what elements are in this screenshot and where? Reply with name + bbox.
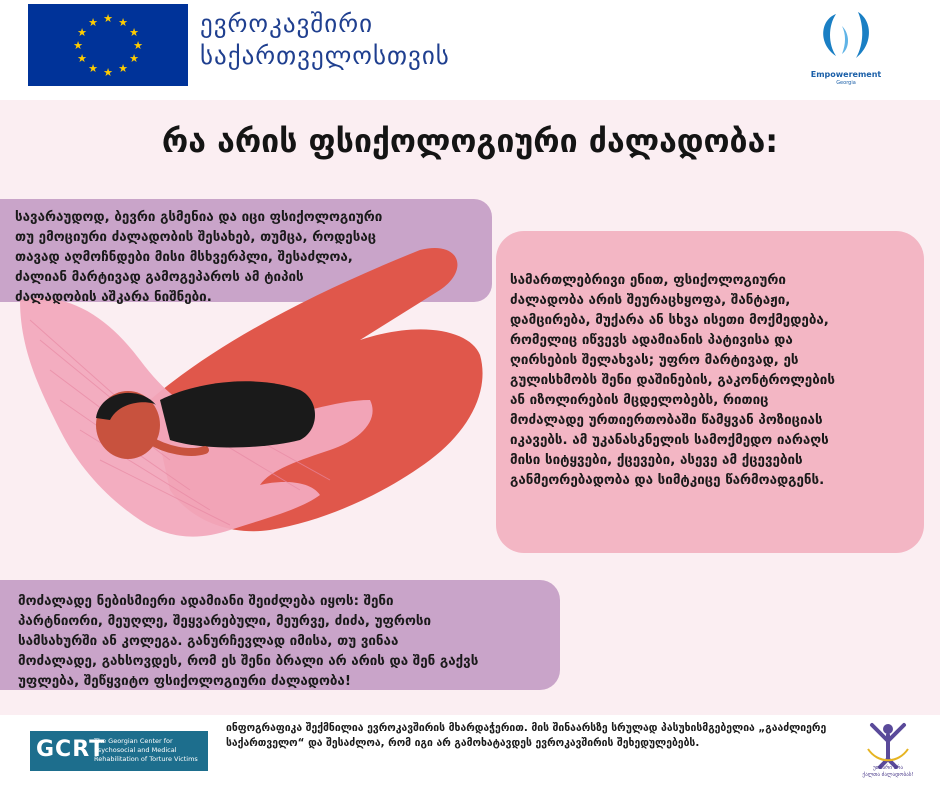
empowerment-logo-text: Empowerement	[810, 70, 882, 79]
svg-text:★: ★	[118, 16, 128, 29]
definition-paragraph: სამართლებრივი ენით, ფსიქოლოგიური ძალადობა არის შეურაცხყოფა, შანტაჟი, დამცირება, მუქარა ან სხვა ისეთი მოქმედება, რომელიც იწვევს ადამიანის პატივისა და ღირსების შელახვას; უფრო მარტივად, ეს გულისხმობს შენი დაშინების, გაკონტროლების ან იზოლირების მცდელობებს, რითიც მოძალადე ურთიერთობაში წამყვან პოზიციას იკავებს. ამ უკანასკნელის სამოქმედო იარაღს მისი სიტყვები, ქცევები, ასევე ამ ქცევების განმეორებადობა და სიმტკიცე წარმოადგენს.	[510, 273, 835, 488]
gcrt-logo-fullname: The Georgian Center for Psychosocial and Medical Rehabilitation of Torture Victims	[94, 737, 198, 763]
page-title: რა არის ფსიქოლოგიური ძალადობა:	[161, 122, 779, 160]
abuser-paragraph: მოძალადე ნებისმიერი ადამიანი შეიძლება იყოს: შენი პარტნიორი, მეუღლე, შეყვარებული, მეურვე, ძიძა, უფროსი სამსახურში ან კოლეგა. განურჩევლად იმისა, თუ ვინაა მოძალადე, გახსოვდეს, რომ ეს შენი ბრალი არ არის და შენ გაქვს უფლება, შეწყვიტო ფსიქოლოგიური ძალადობა!	[18, 594, 479, 689]
eu-title-line-1: ევროკავშირი	[200, 9, 374, 38]
svg-text:★: ★	[88, 16, 98, 29]
eu-title-line-2: საქართველოსთვის	[200, 41, 450, 70]
empowerment-logo-subtext: Georgia	[836, 80, 856, 86]
footer	[0, 715, 940, 788]
svg-text:★: ★	[129, 26, 139, 39]
eu-flag-logo	[28, 4, 188, 86]
svg-text:★: ★	[73, 39, 83, 52]
nvaw-logo-text: უთხარი არა ქალთა ძალადობას!	[862, 765, 914, 778]
person-body	[160, 381, 315, 447]
eu-title	[200, 8, 450, 72]
intro-paragraph: სავარაუდოდ, ბევრი გსმენია და იცი ფსიქოლოგიური თუ ემოციური ძალადობის შესახებ, თუმცა, როდესაც თავად აღმოჩნდები მისი მსხვერპლი, შესაძლოა, ძალიან მარტივად გამოგეპაროს ამ ტიპის ძალადობის აშკარა ნიშნები.	[15, 210, 383, 305]
svg-text:★: ★	[77, 26, 87, 39]
svg-text:★: ★	[133, 39, 143, 52]
svg-text:★: ★	[103, 12, 113, 25]
svg-text:★: ★	[118, 62, 128, 75]
main-section	[0, 100, 940, 715]
svg-text:★: ★	[77, 52, 87, 65]
header	[0, 0, 940, 100]
gcrt-logo	[30, 731, 208, 771]
gcrt-logo-abbr: GCRT	[36, 737, 106, 762]
svg-text:★: ★	[88, 62, 98, 75]
footer-disclaimer: ინფოგრაფიკა შექმნილია ევროკავშირის მხარდაჭერით. მის შინაარსზე სრულად პასუხისმგებელია „გააძლიერე საქართველო“ და შესაძლოა, რომ იგი არ გამოხატავდეს ევროკავშირის შეხედულებებს.	[226, 722, 827, 749]
svg-text:★: ★	[129, 52, 139, 65]
svg-text:★: ★	[103, 66, 113, 79]
